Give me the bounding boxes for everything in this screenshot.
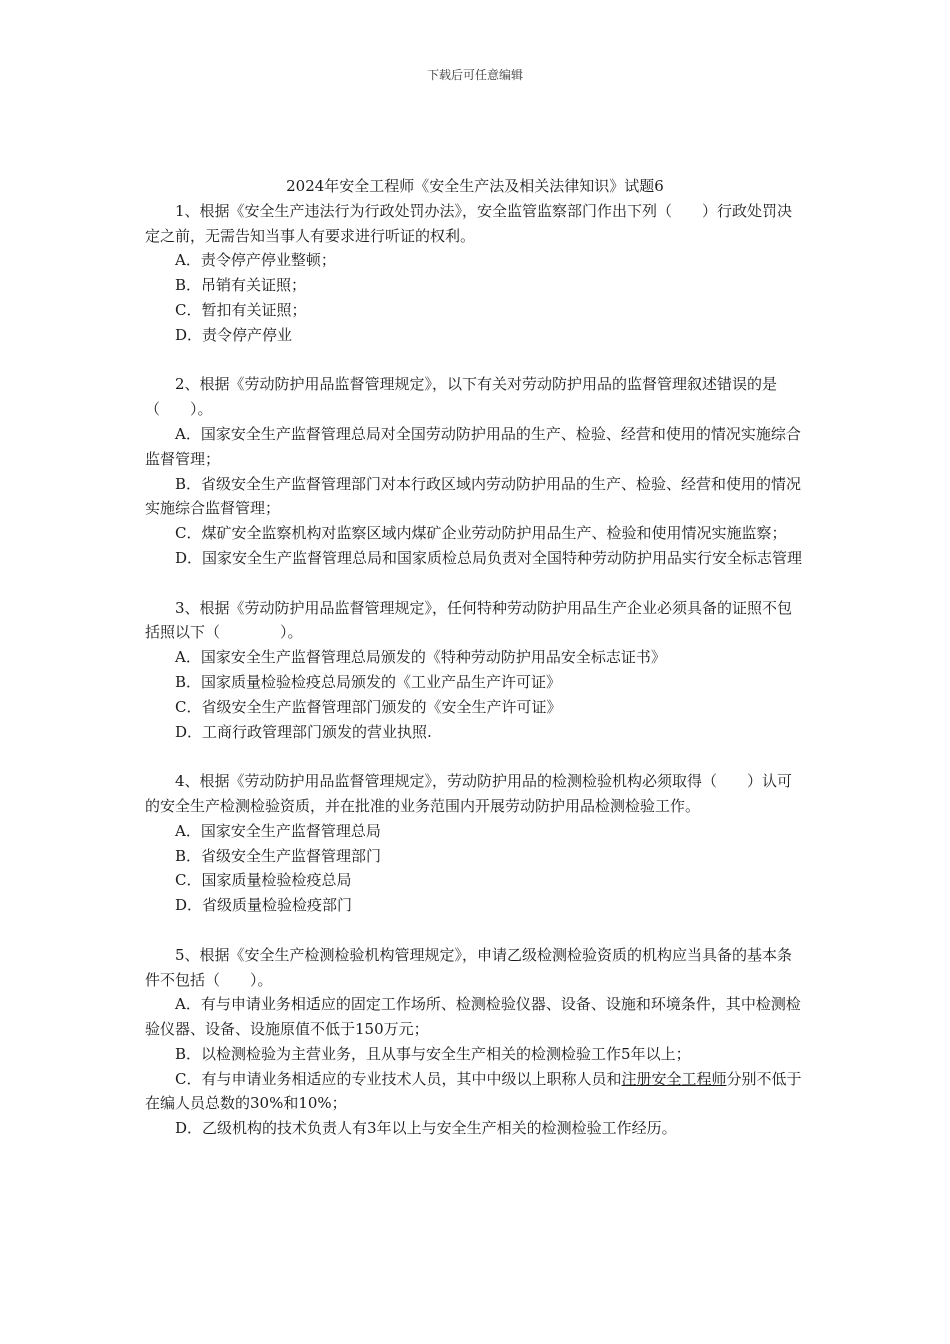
paragraph-gap [145,744,805,769]
question-stem: 2、根据《劳动防护用品监督管理规定》，以下有关对劳动防护用品的监督管理叙述错误的是（ ）。 [145,375,778,419]
question-2 [145,372,805,570]
page-header-note: 下载后可任意编辑 [426,68,523,82]
question-5 [145,943,805,1141]
option-d: D．国家安全生产监督管理总局和国家质检总局负责对全国特种劳动防护用品实行安全标志管理 [175,548,803,567]
exam-document [145,174,805,1141]
question-stem: 1、根据《安全生产违法行为行政处罚办法》，安全监管监察部门作出下列（ ）行政处罚决定之前，无需告知当事人有要求进行听证的权利。 [145,201,793,245]
paragraph-gap [145,571,805,596]
document-title: 2024年安全工程师《安全生产法及相关法律知识》试题6 [286,177,664,195]
paragraph-gap [145,348,805,373]
question-3 [145,596,805,745]
question-stem: 4、根据《劳动防护用品监督管理规定》，劳动防护用品的检测检验机构必须取得（ ）认可的安全生产检测检验资质，并在批准的业务范围内开展劳动防护用品检测检验工作。 [145,772,793,815]
option-c: C．暂扣有关证照； [175,300,307,319]
option-c-text-end: 分别不低于在编人员总数的30%和10%； [145,1069,802,1113]
option-b: B．国家质量检验检疫总局颁发的《工业产品生产许可证》 [175,672,562,691]
option-b: B．省级安全生产监督管理部门 [175,846,382,865]
option-d: D．工商行政管理部门颁发的营业执照. [175,722,432,741]
option-a: A．责令停产停业整顿； [175,251,336,270]
option-c: C．国家质量检验检疫总局 [175,871,352,890]
option-b: B．以检测检验为主营业务，且从事与安全生产相关的检测检验工作5年以上； [175,1044,691,1063]
option-c-text-start: C．有与申请业务相适应的专业技术人员，其中中级以上职称人员和 [175,1069,622,1088]
option-b: B．省级安全生产监督管理部门对本行政区域内劳动防护用品的生产、检验、经营和使用的情况实施综合监督管理； [145,474,802,518]
option-c [145,1067,805,1117]
question-1 [145,199,805,348]
option-c: C．煤矿安全监察机构对监察区域内煤矿企业劳动防护用品生产、检验和使用情况实施监察； [175,524,787,543]
question-stem: 5、根据《安全生产检测检验机构管理规定》，申请乙级检测检验资质的机构应当具备的基本条件不包括（ ）。 [145,945,793,989]
option-a: A．国家安全生产监督管理总局 [175,821,381,840]
option-d: D．乙级机构的技术负责人有3年以上与安全生产相关的检测检验工作经历。 [175,1119,677,1138]
option-b: B．吊销有关证照； [175,276,307,295]
option-c: C．省级安全生产监督管理部门颁发的《安全生产许可证》 [175,697,562,716]
registered-safety-engineer-link[interactable]: 注册安全工程师 [621,1069,727,1088]
option-d: D．省级质量检验检疫部门 [175,896,353,915]
paragraph-gap [145,918,805,943]
option-a: A．国家安全生产监督管理总局对全国劳动防护用品的生产、检验、经营和使用的情况实施综合监督管理； [145,424,801,468]
question-4 [145,769,805,918]
question-stem: 3、根据《劳动防护用品监督管理规定》，任何特种劳动防护用品生产企业必须具备的证照不包括照以下（ ）。 [145,598,793,642]
option-d: D．责令停产停业 [175,325,293,344]
option-a: A．国家安全生产监督管理总局颁发的《特种劳动防护用品安全标志证书》 [175,648,666,667]
option-a: A．有与申请业务相适应的固定工作场所、检测检验仪器、设备、设施和环境条件，其中检测检验仪器、设备、设施原值不低于150万元； [145,995,801,1039]
